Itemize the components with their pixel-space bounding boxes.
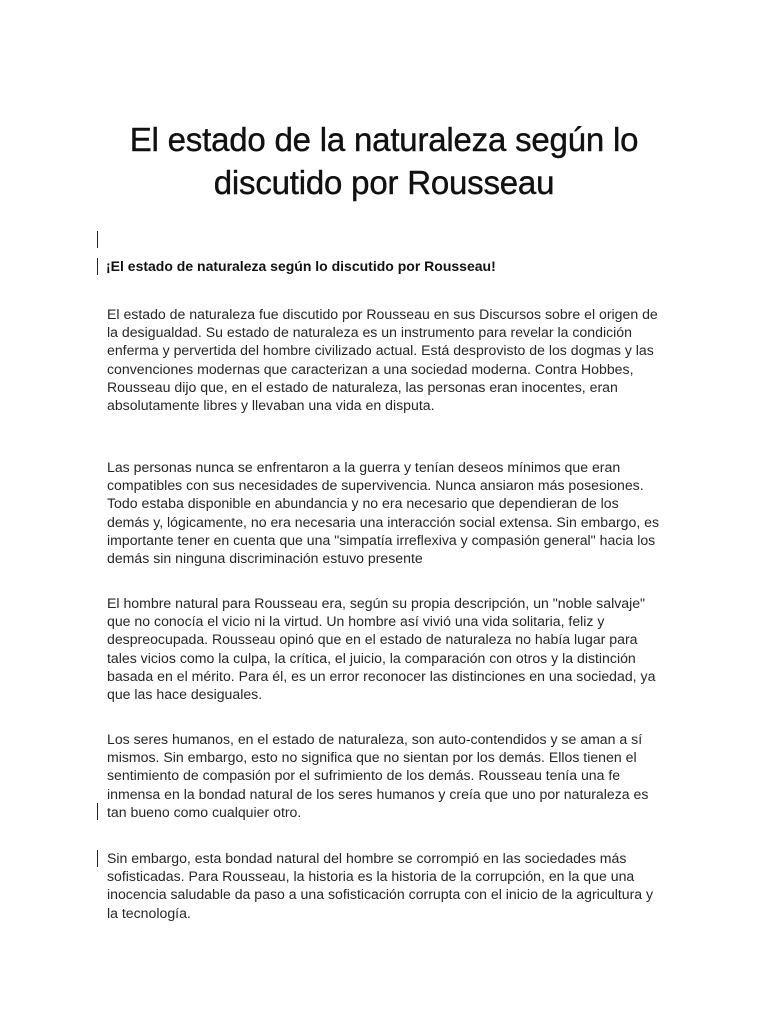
paragraph: El hombre natural para Rousseau era, según su propia descripción, un "noble salvaje" que no conocía el vicio ni la virtud. Un hombre así vivió una vida solitaria, feliz y despreocupada. Rousseau opinó que en el estado de naturaleza no había lugar para tales vicios como la culpa, la crítica, el juicio, la comparación con otros y la distinción basada en el mérito. Para él, es un error reconocer las distinciones en una sociedad, ya que las hace desiguales. <box>107 595 656 703</box>
text-cursor <box>97 231 98 248</box>
paragraph: El estado de naturaleza fue discutido por Rousseau en sus Discursos sobre el origen de la desigualdad. Su estado de naturaleza es un instrumento para revelar la condición enferma y pervertida del hombre civilizado actual. Está desprovisto de los dogmas y las convenciones modernas que caracterizan a una sociedad moderna. Contra Hobbes, Rousseau dijo que, en el estado de naturaleza, las personas eran inocentes, eran absolutamente libres y llevaban una vida en disputa. <box>107 306 658 414</box>
document-subtitle: ¡El estado de naturaleza según lo discutido por Rousseau! <box>106 258 496 274</box>
text-cursor <box>97 850 98 867</box>
paragraph: Los seres humanos, en el estado de naturaleza, son auto-contendidos y se aman a sí mismos. Sin embargo, esto no significa que no sientan por los demás. Ellos tienen el sentimiento de compasión por el sufrimiento de los demás. Rousseau tenía una fe inmensa en la bondad natural de los seres humanos y creía que uno por naturaleza es tan bueno como cualquier otro. <box>107 731 649 820</box>
text-cursor <box>97 258 98 275</box>
paragraph: Sin embargo, esta bondad natural del hombre se corrompió en las sociedades más sofisticadas. Para Rousseau, la historia es la historia de la corrupción, en la que una inocencia saludable da paso a una sofisticación corrupta con el inicio de la agricultura y la tecnología. <box>107 850 654 921</box>
page-title: El estado de la naturaleza según lo discutido por Rousseau <box>129 121 639 201</box>
paragraph: Las personas nunca se enfrentaron a la guerra y tenían deseos mínimos que eran compatibles con sus necesidades de supervivencia. Nunca ansiaron más posesiones. Todo estaba disponible en abundancia y no era necesario que dependieran de los demás y, lógicamente, no era necesaria una interacción social extensa. Sin embargo, es importante tener en cuenta que una "simpatía irreflexiva y compasión general" hacia los demás sin ninguna discriminación estuvo presente <box>107 459 660 567</box>
text-cursor <box>97 803 98 820</box>
